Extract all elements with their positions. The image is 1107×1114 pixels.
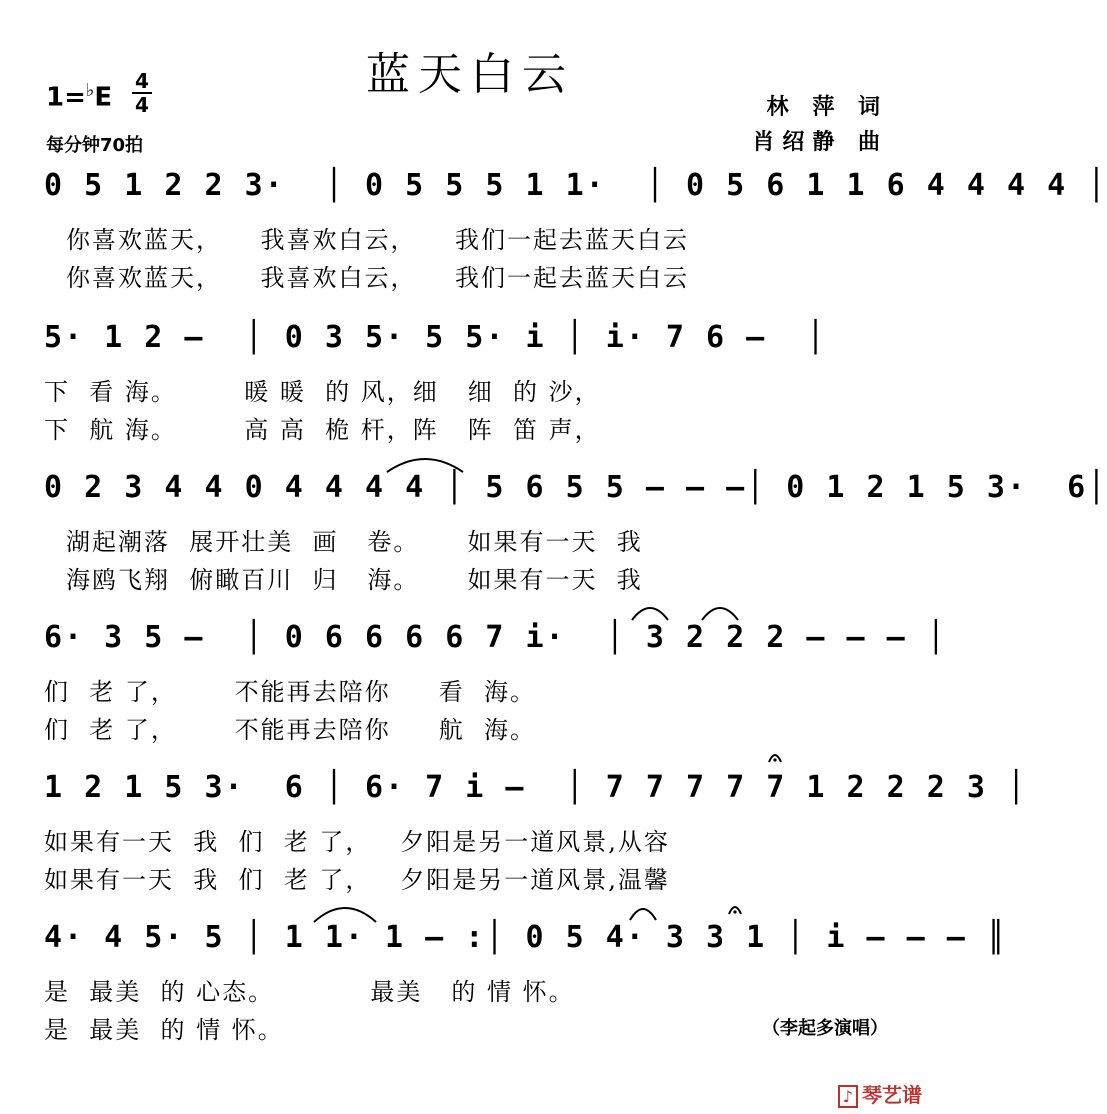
fermata-row-6 <box>728 902 742 916</box>
composer-credit: 肖绍静 曲 <box>752 130 888 155</box>
lyric-row-2-verse-1: 下 看 海。 暖 暖 的 风，细 细 的 沙， <box>44 378 601 406</box>
lyric-row-2-verse-2: 下 航 海。 高 高 桅 杆，阵 阵 笛 声， <box>44 416 601 444</box>
tie-slur-row-4-a <box>630 600 670 622</box>
lyric-row-4-verse-1: 们 老 了， 不能再去陪你 看 海。 <box>44 678 537 706</box>
fermata-row-5 <box>768 750 782 764</box>
lyric-row-4-verse-2: 们 老 了， 不能再去陪你 航 海。 <box>44 716 537 744</box>
tempo-marking: 每分钟70拍 <box>46 135 144 156</box>
tie-slur-row-6-b <box>628 902 658 922</box>
watermark-logo-icon: ♪ <box>838 1085 858 1108</box>
tie-slur-row-3 <box>385 452 465 476</box>
lyricist-credit: 林 萍 词 <box>766 95 888 120</box>
lyric-row-6-verse-1: 是 最美 的 心态。 最美 的 情 怀。 <box>44 978 575 1006</box>
lyric-row-5-verse-2: 如果有一天 我 们 老 了， 夕阳是另一道风景,温馨 <box>44 866 670 894</box>
time-signature: 4 4 <box>132 70 152 116</box>
notation-row-3: 0 2 3 4 4 0 4 4 4 4 │ 5 6 5 5 – – –│ 0 1 2 1 5 3· 6│ <box>44 470 1107 505</box>
lyric-row-3-verse-1: 湖起潮落 展开壮美 画 卷。 如果有一天 我 <box>66 528 643 556</box>
notation-row-5: 1 2 1 5 3· 6 │ 6· 7 i – │ 7 7 7 7 7 1 2 2 2 3 │ <box>44 770 1028 805</box>
notation-row-4: 6· 3 5 – │ 0 6 6 6 6 7 i· │ 3 2 2 2 – – – │ <box>44 620 947 655</box>
key-signature: 1=♭E <box>46 80 113 113</box>
song-title: 蓝天白云 <box>366 49 574 100</box>
singer-credit: （李起多演唱） <box>762 1018 888 1039</box>
notation-row-1: 0 5 1 2 2 3· │ 0 5 5 5 1 1· │ 0 5 6 1 1 6 4 4 4 4 │ <box>44 168 1107 203</box>
lyric-row-1-verse-2: 你喜欢蓝天， 我喜欢白云， 我们一起去蓝天白云 <box>66 264 690 292</box>
tie-slur-row-4-b <box>700 600 740 622</box>
lyric-row-5-verse-1: 如果有一天 我 们 老 了， 夕阳是另一道风景,从容 <box>44 828 670 856</box>
lyric-row-1-verse-1: 你喜欢蓝天， 我喜欢白云， 我们一起去蓝天白云 <box>66 226 690 254</box>
lyric-row-3-verse-2: 海鸥飞翔 俯瞰百川 归 海。 如果有一天 我 <box>66 566 643 594</box>
site-watermark: ♪ 琴艺谱 <box>838 1079 922 1108</box>
lyric-row-6-verse-2: 是 最美 的 情 怀。 <box>44 1016 284 1044</box>
tie-slur-row-6-a <box>312 900 378 924</box>
notation-row-2: 5· 1 2 – │ 0 3 5· 5 5· i │ i· 7 6 – │ <box>44 320 827 355</box>
notation-row-6: 4· 4 5· 5 │ 1 1· 1 – :│ 0 5 4· 3 3 1 │ i – – – ║ <box>44 920 1007 955</box>
